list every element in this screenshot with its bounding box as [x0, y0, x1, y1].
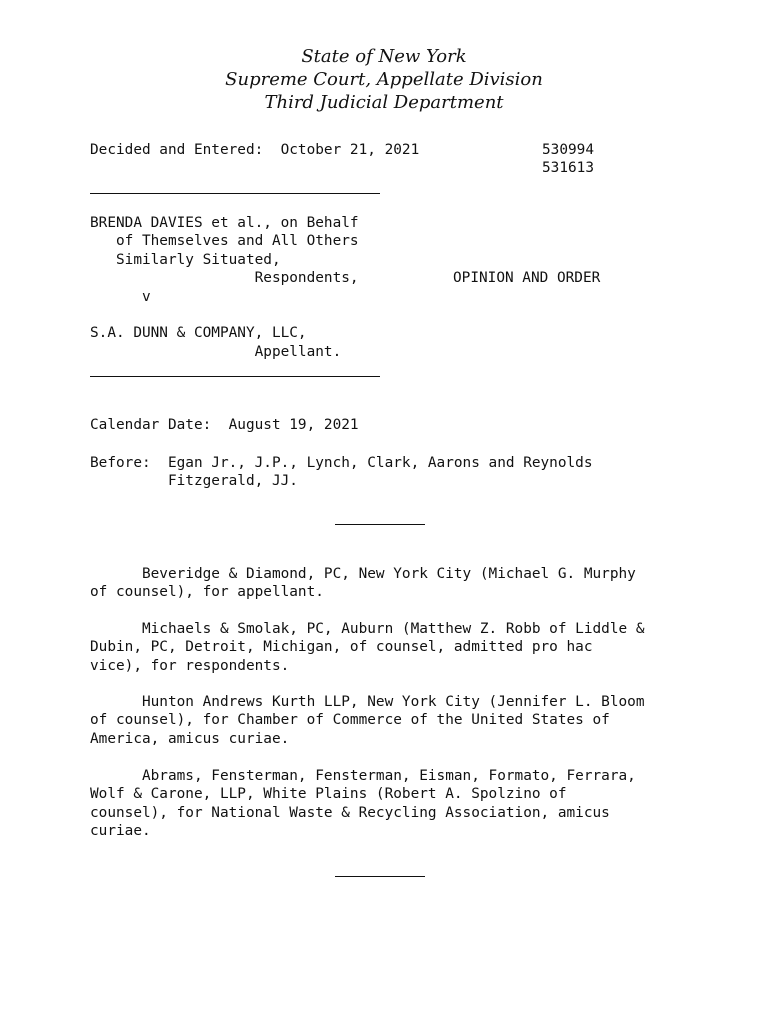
- section-divider-1: [335, 524, 425, 525]
- counsel-line: Abrams, Fensterman, Fensterman, Eisman, Formato, Ferrara,: [90, 768, 636, 784]
- counsel-line: Dubin, PC, Detroit, Michigan, of counsel, admitted pro hac: [90, 639, 593, 656]
- caption-appellant: Appellant.: [90, 344, 342, 360]
- section-divider-2: [335, 876, 425, 877]
- caption-top-rule: [90, 193, 380, 194]
- counsel-paragraph: [90, 767, 690, 841]
- counsel-line: of counsel), for Chamber of Commerce of the United States of: [90, 712, 610, 729]
- decided-entered-line: Decided and Entered: October 21, 2021: [90, 142, 420, 158]
- counsel-paragraph: [90, 565, 690, 602]
- court-state: State of New York: [301, 46, 467, 67]
- counsel-line: Michaels & Smolak, PC, Auburn (Matthew Z. Robb of Liddle &: [90, 621, 645, 637]
- court-header: [0, 45, 768, 114]
- docket-number-2: 531613: [542, 160, 594, 176]
- caption-line-3: Similarly Situated,: [90, 252, 281, 268]
- caption-appellant-name: S.A. DUNN & COMPANY, LLC,: [90, 325, 307, 341]
- calendar-date: Calendar Date: August 19, 2021: [90, 417, 359, 433]
- counsel-paragraph: [90, 620, 690, 675]
- counsel-line: curiae.: [90, 823, 151, 840]
- before-line-1: Before: Egan Jr., J.P., Lynch, Clark, Aarons and Reynolds: [90, 455, 593, 471]
- counsel-line: Beveridge & Diamond, PC, New York City (Michael G. Murphy: [90, 566, 636, 582]
- counsel-line: Hunton Andrews Kurth LLP, New York City (Jennifer L. Bloom: [90, 694, 645, 710]
- before-line-2: Fitzgerald, JJ.: [90, 473, 298, 489]
- counsel-line: America, amicus curiae.: [90, 730, 290, 747]
- court-name: Supreme Court, Appellate Division: [225, 69, 543, 90]
- caption-bottom-rule: [90, 376, 380, 377]
- caption-line-2: of Themselves and All Others: [90, 233, 359, 249]
- caption-respondents: Respondents,: [90, 270, 359, 286]
- docket-number-1: 530994: [542, 142, 594, 158]
- counsel-line: Wolf & Carone, LLP, White Plains (Robert A. Spolzino of: [90, 786, 567, 803]
- court-department: Third Judicial Department: [264, 92, 504, 113]
- caption-versus: v: [90, 289, 151, 305]
- counsel-line: counsel), for National Waste & Recycling Association, amicus: [90, 804, 610, 821]
- counsel-paragraph: [90, 693, 690, 748]
- caption-line-1: BRENDA DAVIES et al., on Behalf: [90, 215, 359, 231]
- counsel-line: vice), for respondents.: [90, 657, 290, 674]
- counsel-line: of counsel), for appellant.: [90, 584, 324, 601]
- opinion-title: OPINION AND ORDER: [453, 270, 601, 286]
